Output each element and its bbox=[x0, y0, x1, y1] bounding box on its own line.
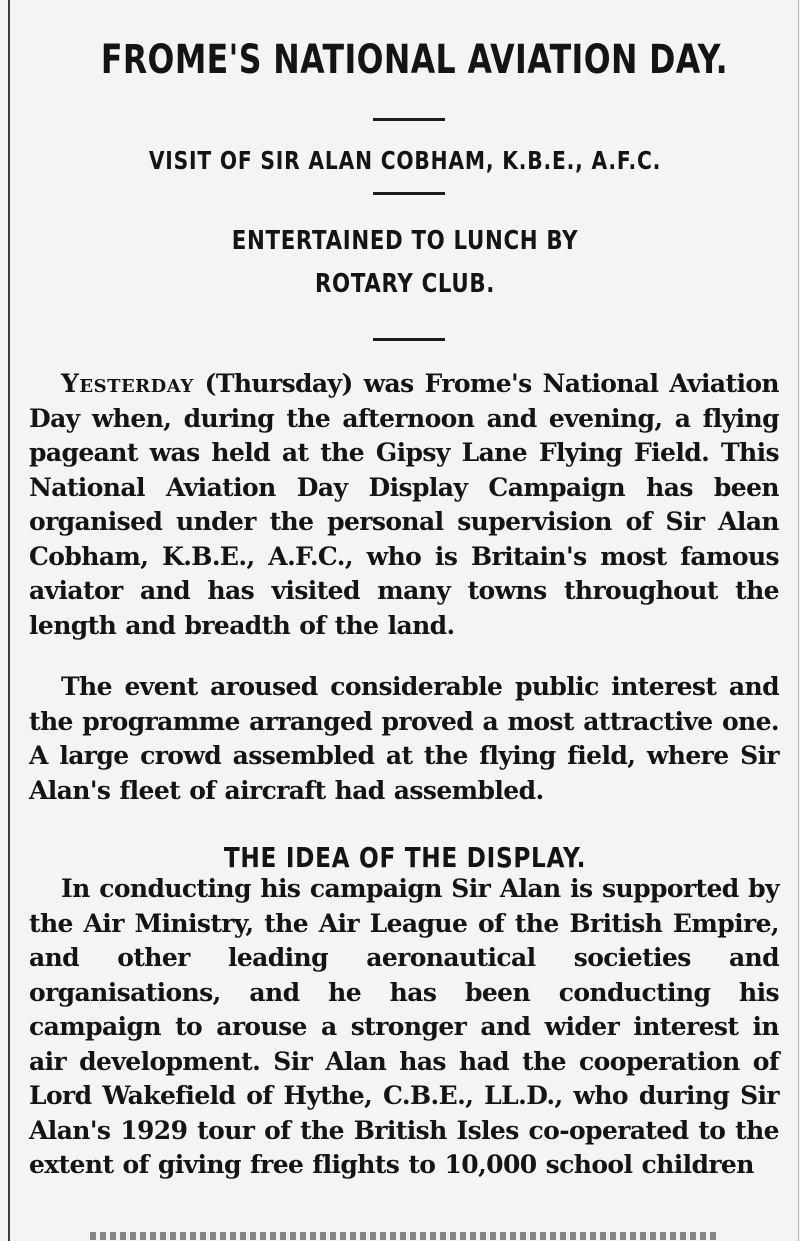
column-rule-left bbox=[8, 0, 10, 1241]
third-headline-line-2: ROTARY CLUB. bbox=[314, 269, 496, 299]
paragraph-3-text: In conducting his campaign Sir Alan is supported by the Air Ministry, the Air League of the British Empire, and other leading aeronautical societies and organisations, and he has been conducting his campaign to arouse a stronger and wider interest in air development. Sir Alan has had the cooperation of Lord Wakefield of Hythe, C.B.E., LL.D., who during Sir Alan's 1929 tour of the British Isles co-operated to the extent of giving free flights to 10,000 school children bbox=[29, 874, 779, 1179]
column-rule-right bbox=[798, 0, 799, 1241]
paragraph-2-text: The event aroused considerable public interest and the programme arranged proved a most attractive one. A large crowd assembled at the flying field, where Sir Alan's fleet of aircraft had assembled. bbox=[29, 672, 779, 805]
paragraph-1-text: (Thursday) was Frome's National Aviation Day when, during the afternoon and evening, a flying pageant was held at the Gipsy Lane Flying Field. This National Aviation Day Display Campaign has been organised under the personal supervision of Sir Alan Cobham, K.B.E., A.F.C., who is Britain's most famous aviator and has visited many towns throughout the length and breadth of the land. bbox=[29, 369, 779, 640]
cut-off-text-line bbox=[90, 1226, 720, 1240]
headline-divider-2 bbox=[373, 192, 445, 195]
headline-divider-3 bbox=[373, 338, 445, 341]
headline-divider-1 bbox=[373, 118, 445, 121]
third-headline bbox=[89, 220, 720, 306]
third-headline-line-1: ENTERTAINED TO LUNCH BY bbox=[231, 226, 579, 256]
sub-headline: VISIT OF SIR ALAN COBHAM, K.B.E., A.F.C. bbox=[148, 146, 662, 175]
lead-word: Yesterday bbox=[61, 369, 194, 398]
article-paragraph-2 bbox=[29, 670, 779, 808]
article-paragraph-3 bbox=[29, 872, 779, 1183]
article-paragraph-1 bbox=[29, 367, 779, 643]
main-headline: FROME'S NATIONAL AVIATION DAY. bbox=[100, 37, 729, 83]
section-heading: THE IDEA OF THE DISPLAY. bbox=[223, 841, 587, 874]
